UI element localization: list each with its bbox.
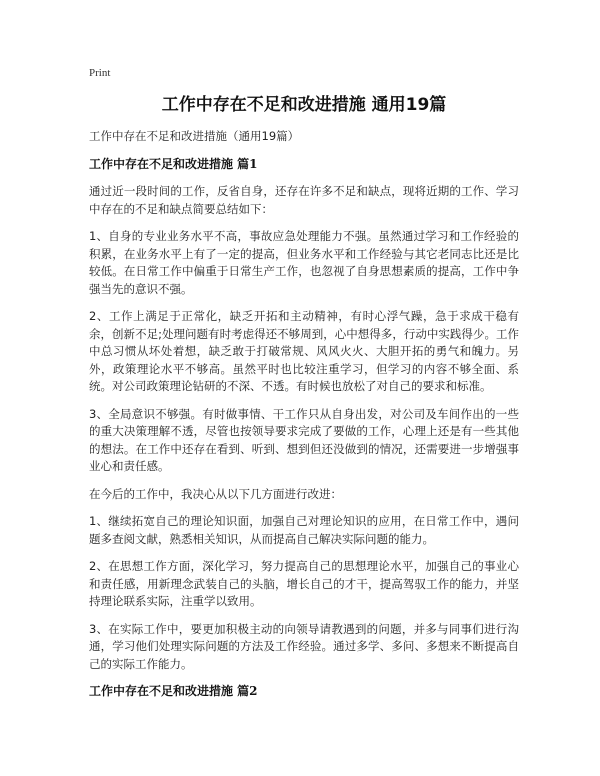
paragraph-improvement-3: 3、在实际工作中，要更加积极主动的向领导请教遇到的问题，并多与同事们进行沟通，学习他们处理实际问题的方法及工作经验。通过多学、多问、多想来不断提高自己的实际工作能力。 [89, 621, 519, 671]
section-heading-2: 工作中存在不足和改进措施 篇2 [89, 684, 258, 698]
paragraph-improvement-2: 2、在思想工作方面，深化学习，努力提高自己的思想理论水平，加强自己的事业心和责任感，用新理念武装自己的头脑，增长自己的才干，提高驾驭工作的能力，并坚持理论联系实际，注重学以致用。 [89, 559, 519, 608]
document-subtitle: 工作中存在不足和改进措施（通用19篇） [89, 129, 300, 143]
paragraph-improvement-intro: 在今后的工作中，我决心从以下几方面进行改进： [89, 486, 342, 501]
print-label: Print [89, 67, 111, 79]
paragraph-shortcoming-1: 1、自身的专业业务水平不高，事故应急处理能力不强。虽然通过学习和工作经验的积累，在业务水平上有了一定的提高，但业务水平和工作经验与其它老同志比还是比较低。在日常工作中偏重于日常生产工作，也忽视了自身思想素质的提高，工作中争强当先的意识不强。 [89, 229, 519, 296]
document-page [89, 66, 519, 710]
paragraph-intro: 通过近一段时间的工作，反省自身，还存在许多不足和缺点，现将近期的工作、学习中存在的不足和缺点简要总结如下： [89, 184, 519, 216]
paragraph-shortcoming-3: 3、全局意识不够强。有时做事情、干工作只从自身出发，对公司及车间作出的一些的重大决策理解不透，尽管也按领导要求完成了要做的工作，心理上还是有一些其他的想法。在工作中还存在看到、听到、想到但还没做到的情况，还需要进一步增强事业心和责任感。 [89, 406, 519, 473]
paragraph-improvement-1: 1、继续拓宽自己的理论知识面，加强自己对理论知识的应用，在日常工作中，遇问题多查阅文献，熟悉相关知识，从而提高自己解决实际问题的能力。 [89, 514, 519, 546]
page-title: 工作中存在不足和改进措施 通用19篇 [161, 95, 447, 115]
section-heading-1: 工作中存在不足和改进措施 篇1 [89, 157, 258, 171]
paragraph-shortcoming-2: 2、工作上满足于正常化，缺乏开拓和主动精神，有时心浮气躁，急于求成干稳有余，创新不足;处理问题有时考虑得还不够周到，心中想得多，行动中实践得少。工作中总习惯从坏处着想，缺乏敢于打破常规、风风火火、大胆开拓的勇气和魄力。另外，政策理论水平不够高。虽然平时也比较注重学习，但学习的内容不够全面、系统。对公司政策理论钻研的不深、不透。有时候也放松了对自己的要求和标准。 [89, 309, 519, 393]
